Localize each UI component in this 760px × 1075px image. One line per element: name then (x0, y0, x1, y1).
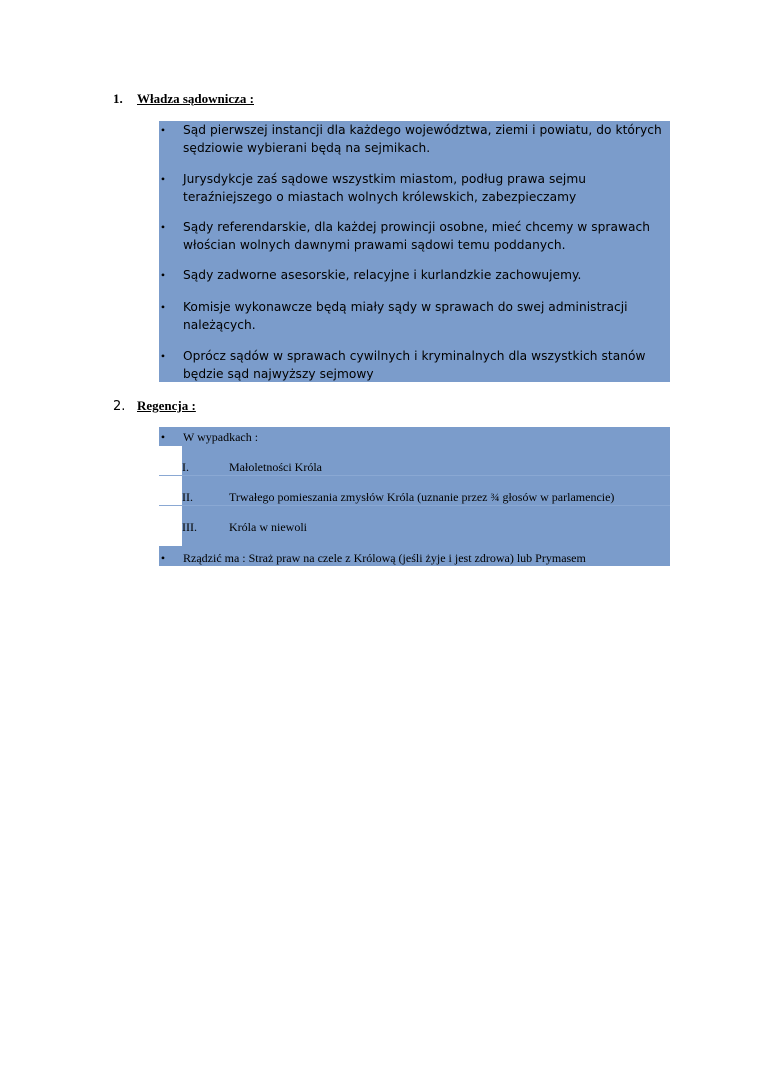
section-1-number: 1. (113, 91, 123, 106)
sublist-indent (159, 446, 182, 546)
bullet-icon: • (160, 349, 166, 363)
roman-numeral: III. (182, 520, 197, 534)
section-1-title: Władza sądownicza : (137, 91, 254, 106)
divider (159, 475, 670, 476)
list-item-text: W wypadkach : (183, 430, 259, 444)
list-item-text: Jurysdykcje zaś sądowe wszystkim miastom, podług prawa sejmu teraźniejszego o miastach wolnych królewskich, zabezpieczamy (183, 172, 587, 204)
list-item-text: Sąd pierwszej instancji dla każdego województwa, ziemi i powiatu, do których sędziowie wybierani będą na sejmikach. (183, 123, 662, 155)
bullet-icon: • (160, 300, 166, 314)
bullet-icon: • (160, 268, 166, 282)
bullet-icon: • (160, 551, 166, 565)
section-2-number: 2. (113, 399, 126, 414)
bullet-icon: • (160, 220, 166, 234)
divider (159, 505, 670, 506)
roman-numeral: II. (182, 490, 193, 504)
bullet-icon: • (160, 430, 166, 444)
section-2-heading (113, 398, 196, 414)
roman-numeral: I. (182, 460, 189, 474)
list-item-text: Komisje wykonawcze będą miały sądy w sprawach do swej administracji należących. (183, 300, 628, 332)
section-2-title: Regencja : (137, 398, 196, 413)
list-item-text: Rządzić ma : Straż praw na czele z Królową (jeśli żyje i jest zdrowa) lub Prymasem (183, 551, 586, 565)
sublist-item-text: Małoletności Króla (229, 460, 322, 474)
bullet-icon: • (160, 172, 166, 186)
list-item-text: Sądy zadworne asesorskie, relacyjne i kurlandzkie zachowujemy. (183, 268, 582, 282)
list-item-text: Sądy referendarskie, dla każdej prowincji osobne, mieć chcemy w sprawach włościan wolnych dawnymi prawami sądowi temu poddanych. (183, 220, 651, 252)
sublist-item-text: Króla w niewoli (229, 520, 307, 534)
sublist-item-text: Trwałego pomieszania zmysłów Króla (uznanie przez ¾ głosów w parlamencie) (229, 490, 615, 504)
section-1-list (159, 121, 670, 382)
bullet-icon: • (160, 123, 166, 137)
section-1-heading (113, 91, 254, 107)
list-item-text: Oprócz sądów w sprawach cywilnych i kryminalnych dla wszystkich stanów będzie sąd najwyższy sejmowy (183, 349, 646, 381)
